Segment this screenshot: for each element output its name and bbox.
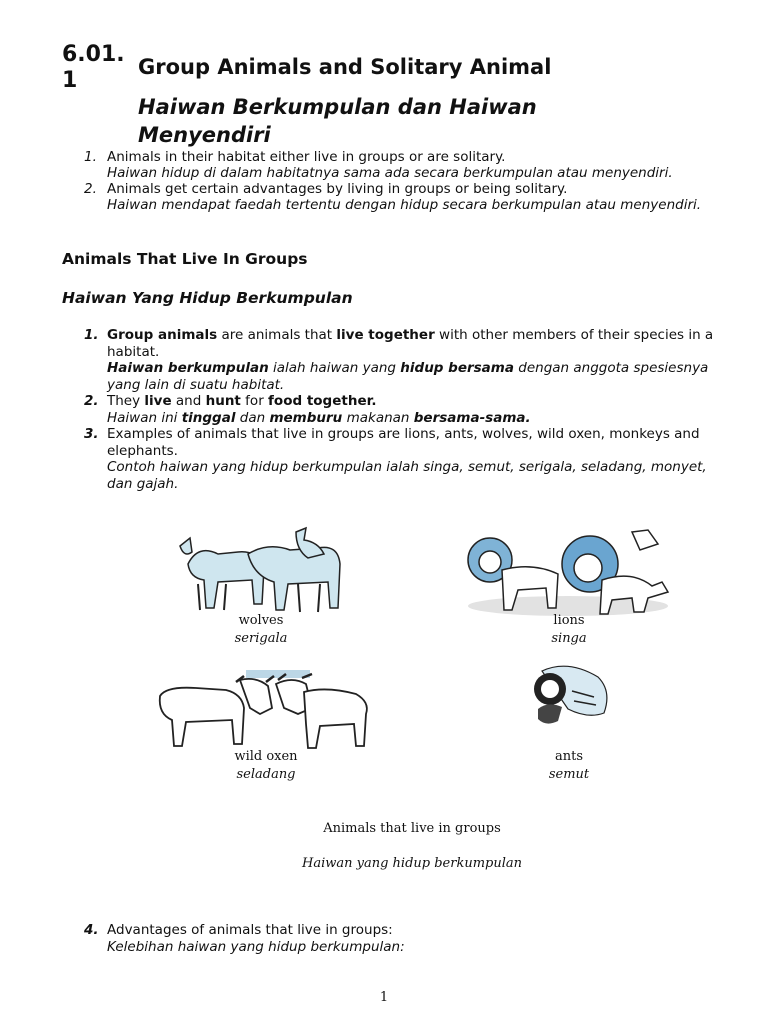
point-text-ms: Contoh haiwan yang hidup berkumpulan ialah singa, semut, serigala, seladang, monyet, dan gajah. [107,459,707,492]
point-item [84,327,714,393]
figure-label-ants [499,748,639,784]
label-ms: seladang [236,767,296,782]
bold-term: Group animals [107,327,218,343]
item-number: 1. [84,327,99,343]
point-item [84,426,714,492]
label-en: wild oxen [234,749,298,764]
text: are animals that [217,327,337,343]
intro-item [84,181,704,213]
point-text-en: Examples of animals that live in groups are lions, ants, wolves, wild oxen, monkeys and elephants. [107,426,700,459]
item-number: 4. [84,922,99,938]
ants-illustration [528,661,612,733]
point-item [84,393,714,426]
bold-term: live together [336,327,435,343]
text: for [240,393,269,409]
lions-illustration [462,526,674,618]
figure-label-oxen [196,748,336,784]
intro-text-en: Animals get certain advantages by living in groups or being solitary. [107,181,568,197]
text: ialah haiwan yang [268,360,401,376]
groups-heading-ms: Haiwan Yang Hidup Berkumpulan [62,289,353,307]
label-ms: serigala [234,631,288,646]
point-text-en: Advantages of animals that live in groups: [107,922,393,938]
item-number: 2. [84,181,97,197]
label-en: lions [553,613,585,628]
point-text-ms: Kelebihan haiwan yang hidup berkumpulan: [107,938,405,955]
bold-term: live [144,393,172,409]
item-number: 2. [84,393,99,409]
point-item [84,922,684,955]
intro-list [84,149,704,213]
text: makanan [342,409,414,426]
group-points-list [84,327,714,492]
label-ms: singa [551,631,587,646]
figure-label-lions [499,612,639,648]
text: dan [235,409,270,426]
bold-term: hunt [205,393,241,409]
figure-caption-en: Animals that live in groups [323,821,501,836]
text: Haiwan ini [107,409,182,426]
section-title-en: Group Animals and Solitary Animal [138,55,552,79]
intro-text-ms: Haiwan hidup di dalam habitatnya sama ada secara berkumpulan atau menyendiri. [107,165,673,181]
groups-heading-en: Animals That Live In Groups [62,250,308,268]
item-number: 3. [84,426,99,442]
text: and [171,393,206,409]
bold-term: hidup bersama [400,360,514,376]
text: They [107,393,145,409]
label-en: wolves [238,613,284,628]
bold-term: memburu [269,409,343,426]
bold-term: food together. [268,393,377,409]
label-ms: semut [548,767,590,782]
label-en: ants [554,749,584,764]
intro-text-ms: Haiwan mendapat faedah tertentu dengan hidup secara berkumpulan atau menyendiri. [107,197,702,213]
bold-term: tinggal [181,409,236,426]
text: dengan anggota spesiesnya yang lain di suatu habitat. [107,360,709,393]
intro-item [84,149,704,181]
page-number: 1 [379,990,389,1005]
item-number: 1. [84,149,97,165]
section-title-ms: Haiwan Berkumpulan dan Haiwan Menyendiri [138,95,537,147]
figure-label-wolves [191,612,331,648]
text: with other members of their species in a habitat. [107,327,714,360]
wolves-illustration [178,524,350,616]
figure-caption-ms: Haiwan yang hidup berkumpulan [301,856,522,871]
bold-term: Haiwan berkumpulan [107,360,269,376]
wild-oxen-illustration [156,668,372,750]
intro-text-en: Animals in their habitat either live in groups or are solitary. [107,149,506,165]
bold-term: bersama-sama. [413,409,531,426]
section-number: 6.01. 1 [62,42,125,93]
